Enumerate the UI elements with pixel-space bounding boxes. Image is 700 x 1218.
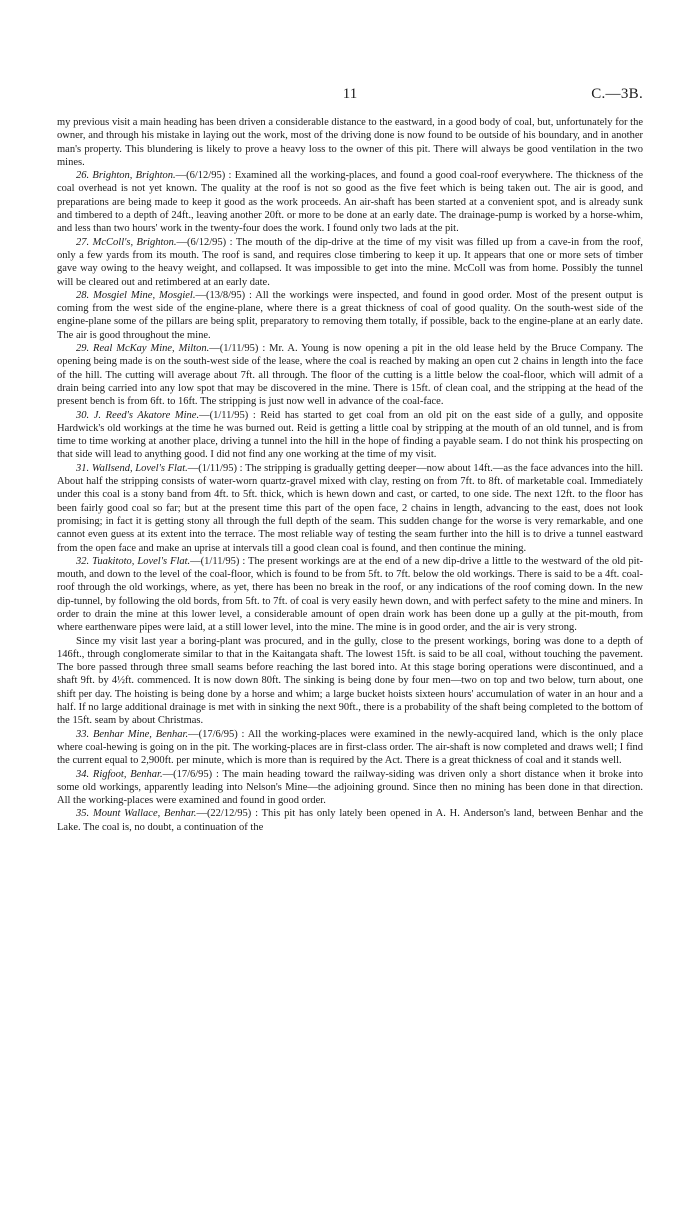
mine-title: 27. McColl's, Brighton. (76, 236, 177, 248)
mine-title: 28. Mosgiel Mine, Mosgiel. (76, 289, 196, 301)
paragraph-29: 29. Real McKay Mine, Milton.—(1/11/95) : Mr. A. Young is now opening a pit in the old lease held by the Bruce Company. The opening being made is on the south-west side of the lease, where the coal is reached by making an open cut 2 chains in length into the face of the hill. The cutting will average about 7ft. all through. The floor of the cutting is a little below the coal-floor, which will admit of a drain being carried into any low spot that may be discovered in the mine. There is 15ft. of clean coal, and the stripping at the head of the present bench is from 6ft. to 16ft. The stripping is just now well in advance of the coal-face. (57, 343, 643, 408)
paragraph-33: 33. Benhar Mine, Benhar.—(17/6/95) : All the working-places were examined in the newly-acquired land, which is the only place where coal-hewing is going on in the pit. The working-places are in first-class order. The air-shaft is now completed and draws well; I find the current equal to 2,900ft. per minute, which is more than is required by the Act. There is a great thickness of coal and it stands well. (57, 728, 643, 767)
paragraph-27: 27. McColl's, Brighton.—(6/12/95) : The mouth of the dip-drive at the time of my visit was filled up from a cave-in from the roof, only a few yards from its mouth. The roof is sand, and requires close timbering to keep it up. It appears that one or more sets of timber gave way owing to the heavy weight, and collapsed. It was impossible to get into the mine. McColl was from home. Possibly the tunnel will be cleared out and retimbered at an early date. (57, 236, 644, 288)
paragraph-32-boring: Since my visit last year a boring-plant was procured, and in the gully, close to the present workings, boring was done to a depth of 146ft., through conglomerate similar to that in the Kaitangata shaft. The lowest 15ft. is said to be all coal, without touching the pavement. The bore passed through three small seams before reaching the last bored into. At this stage boring operations were discontinued, and a shaft 9ft. by 4½ft. commenced. It is now down 80ft. The sinking is being done by four men—two on top and two below, turn about, one shift per day. The hoisting is being done by a horse and whim; a large bucket hoists sixteen hours' accumulation of water in an hour and a half. If no large additional drainage is met with in sinking the next 90ft., there is a probability of the shaft being completed to the bottom of the 15ft. seam by about Christmas. (57, 635, 643, 727)
paragraph-26: 26. Brighton, Brighton.—(6/12/95) : Examined all the working-places, and found a good coal-roof everywhere. The thickness of the coal overhead is not yet known. The quality at the roof is not so good as the five feet which is being taken out. The air is good, and preparations are being made to keep it good as the work proceeds. An air-shaft has been started at a convenient spot, and is already sunk and timbered to a depth of 24ft., leaving another 20ft. or more to be done at an early date. The drainage-pump is worked by a horse-whim, and less than two hours' work in the twenty-four does the work. I found only two lads at the pit. (57, 170, 643, 235)
paragraph-35: 35. Mount Wallace, Benhar.—(22/12/95) : This pit has only lately been opened in A. H. Anderson's land, between Benhar and the Lake. The coal is, no doubt, a continuation of the (57, 808, 643, 833)
mine-title: 31. Wallsend, Lovel's Flat. (76, 462, 188, 474)
mine-title: 29. Real McKay Mine, Milton. (76, 343, 210, 355)
mine-title: 32. Tuakitoto, Lovel's Flat. (76, 555, 191, 567)
mine-title: 26. Brighton, Brighton. (76, 170, 176, 182)
mine-title: 34. Rigfoot, Benhar. (76, 768, 163, 780)
paragraph-28: 28. Mosgiel Mine, Mosgiel.—(13/8/95) : All the workings were inspected, and found in good order. Most of the present output is coming from the west side of the engine-plane, where there is a great thickness of coal of good quality. On the south-west side of the engine-plane some of the pillars are being split, preparatory to removing them totally, if possible, back to the engine-plane at an early date. The air is good throughout the mine. (57, 289, 643, 341)
paragraph-34: 34. Rigfoot, Benhar.—(17/6/95) : The main heading toward the railway-siding was driven only a short distance when it broke into some old workings, apparently leading into Nelson's Mine—the adjoining ground. Since then no mining has been done in that direction. All the working-places were examined and found in good order. (57, 768, 643, 807)
paragraph-32: 32. Tuakitoto, Lovel's Flat.—(1/11/95) : The present workings are at the end of a new dip-drive a little to the westward of the old pit-mouth, and down to the level of the coal-floor, which is found to be from 5ft. to 7ft. below the old workings. There is said to be a 4ft. coal-roof through the old workings, where, as yet, there has been no break in the roof, or any indications of the roof coming down. In the new dip-tunnel, by following the old bords, from 5ft. to 7ft. of coal is very easily hewn down, and with perfect safety to the mine and miners. In order to drain the mine at this lower level, a considerable amount of open drain work has been done up a gully at the pit-mouth, from where earthenware pipes were laid, at a still lower level, into the mine. The mine is in good order, and the air is very strong. (57, 555, 643, 634)
page-number: 11 (342, 86, 358, 102)
paragraph-31: 31. Wallsend, Lovel's Flat.—(1/11/95) : The stripping is gradually getting deeper—now about 14ft.—as the face advances into the hill. About half the stripping consists of water-worn quartz-gravel mixed with clay, resting on from 7ft. to 8ft. of marketable coal. Immediately under this coal is a stony band from 4ft. to 5ft. thick, which is hewn down and cast, or carted, to one side. The next 12ft. to the floor has been fairly good coal so far; but at the present time this part of the open face, 2 chains in length, advancing to the east, does not look promising; in fact it is getting stony all through the full depth of the seam. This sudden change for the worse is very remarkable, and one cannot even guess at its extent into the terrace. The most reliable way of testing the seam further into the hill is to drive a tunnel eastward from the open face and make an uprise at intervals till a good clean coal is found, and then continue the mining. (57, 462, 643, 554)
report-body (57, 116, 643, 834)
document-reference: C.—3B. (591, 86, 643, 102)
mine-title: 35. Mount Wallace, Benhar. (76, 808, 197, 820)
mine-title: 33. Benhar Mine, Benhar. (76, 728, 189, 740)
paragraph-30: 30. J. Reed's Akatore Mine.—(1/11/95) : Reid has started to get coal from an old pit on the east side of a gully, and opposite Hardwick's old workings at the time he was burned out. Reid is getting a little coal by stripping at the mouth of an old tunnel, and is from time to time working at another place, driving a tunnel into the hill in the hope of finding a payable seam. I do not think his prospecting on that side will lead to anything good. I did not find any one working at the time of my visit. (57, 409, 643, 461)
mine-title: 30. J. Reed's Akatore Mine. (76, 409, 200, 421)
paragraph-continuation: my previous visit a main heading has been driven a considerable distance to the eastward, in a good body of coal, but, unfortunately for the owner, and through his mistake in laying out the work, most of the driving done is now found to be outside of his boundary, and in another man's property. This blundering is likely to prove a heavy loss to the owner of this pit. There will always be good ventilation in the two mines. (57, 117, 643, 168)
